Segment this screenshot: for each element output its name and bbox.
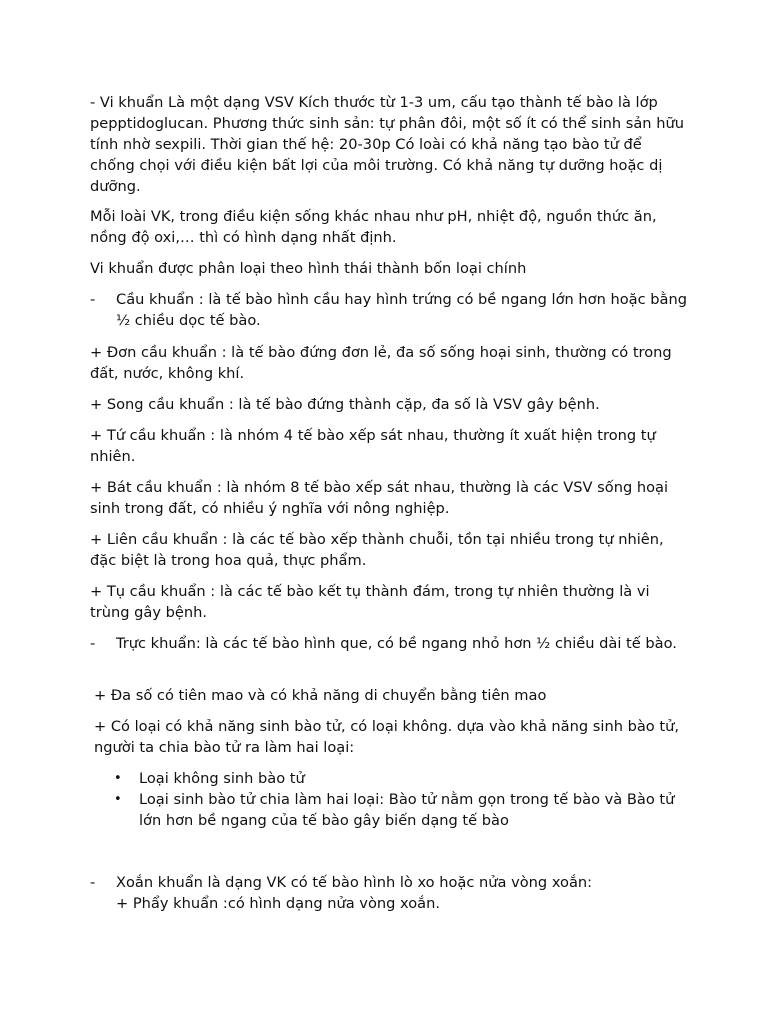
bullet-item-2 xyxy=(114,789,684,831)
xoan-khuan-text: Xoắn khuẩn là dạng VK có tế bào hình lò xo hoặc nửa vòng xoắn: xyxy=(116,874,593,891)
lien-cau-khuan-paragraph: + Liên cầu khuẩn : là các tế bào xếp thành chuỗi, tồn tại nhiều trong tự nhiên, đặc biệt là trong hoa quả, thực phẩm. xyxy=(90,531,664,569)
tu-cau-khuan-2-paragraph: + Tụ cầu khuẩn : là các tế bào kết tụ thành đám, trong tự nhiên thường là vi trùng gây bệnh. xyxy=(90,583,650,621)
intro-paragraph: - Vi khuẩn Là một dạng VSV Kích thước từ 1-3 um, cấu tạo thành tế bào là lớp pepptidoglucan. Phương thức sinh sản: tự phân đôi, một số ít có thể sinh sản hữu tính nhờ sexpili. Thời gian thế hệ: 20-30p Có loài có khả năng tạo bào tử để chống chọi với điều kiện bất lợi của môi trường. Có khả năng tự dưỡng hoặc dị dưỡng. xyxy=(90,94,684,195)
bullet-marker: • xyxy=(114,792,122,807)
list-item-xoan-khuan xyxy=(90,872,690,893)
dash-marker: - xyxy=(90,291,96,308)
cau-khuan-text: Cầu khuẩn : là tế bào hình cầu hay hình trứng có bề ngang lớn hơn hoặc bằng ½ chiều dọc tế bào. xyxy=(116,291,687,329)
tien-mao-paragraph: + Đa số có tiên mao và có khả năng di chuyển bằng tiên mao xyxy=(94,687,547,704)
classification-intro: Vi khuẩn được phân loại theo hình thái thành bốn loại chính xyxy=(90,260,527,277)
dash-marker: - xyxy=(90,635,96,652)
shape-note-paragraph: Mỗi loài VK, trong điều kiện sống khác nhau như pH, nhiệt độ, nguồn thức ăn, nồng độ oxi,… thì có hình dạng nhất định. xyxy=(90,208,657,246)
bullet-2-text: Loại sinh bào tử chia làm hai loại: Bào tử nằm gọn trong tế bào và Bào tử lớn hơn bề ngang của tế bào gây biến dạng tế bào xyxy=(139,791,675,829)
don-cau-khuan-paragraph: + Đơn cầu khuẩn : là tế bào đứng đơn lẻ, đa số sống hoại sinh, thường có trong đất, nước, không khí. xyxy=(90,344,672,382)
truc-khuan-text: Trực khuẩn: là các tế bào hình que, có bề ngang nhỏ hơn ½ chiều dài tế bào. xyxy=(116,635,677,652)
song-cau-khuan-paragraph: + Song cầu khuẩn : là tế bào đứng thành cặp, đa số là VSV gây bệnh. xyxy=(90,396,600,413)
bat-cau-khuan-paragraph: + Bát cầu khuẩn : là nhóm 8 tế bào xếp sát nhau, thường là các VSV sống hoại sinh trong đất, có nhiều ý nghĩa với nông nghiệp. xyxy=(90,479,669,517)
bullet-1-text: Loại không sinh bào tử xyxy=(139,770,305,787)
tu-cau-khuan-paragraph: + Tứ cầu khuẩn : là nhóm 4 tế bào xếp sát nhau, thường ít xuất hiện trong tự nhiên. xyxy=(90,427,656,465)
phay-khuan-paragraph: + Phẩy khuẩn :có hình dạng nửa vòng xoắn. xyxy=(116,895,440,912)
list-item-truc-khuan xyxy=(90,633,690,654)
list-item-cau-khuan xyxy=(90,289,690,331)
bao-tu-paragraph: + Có loại có khả năng sinh bào tử, có loại không. dựa vào khả năng sinh bào tử, người ta chia bào tử ra làm hai loại: xyxy=(94,718,679,756)
bullet-marker: • xyxy=(114,771,122,786)
bullet-item-1 xyxy=(114,768,684,789)
dash-marker: - xyxy=(90,874,96,891)
